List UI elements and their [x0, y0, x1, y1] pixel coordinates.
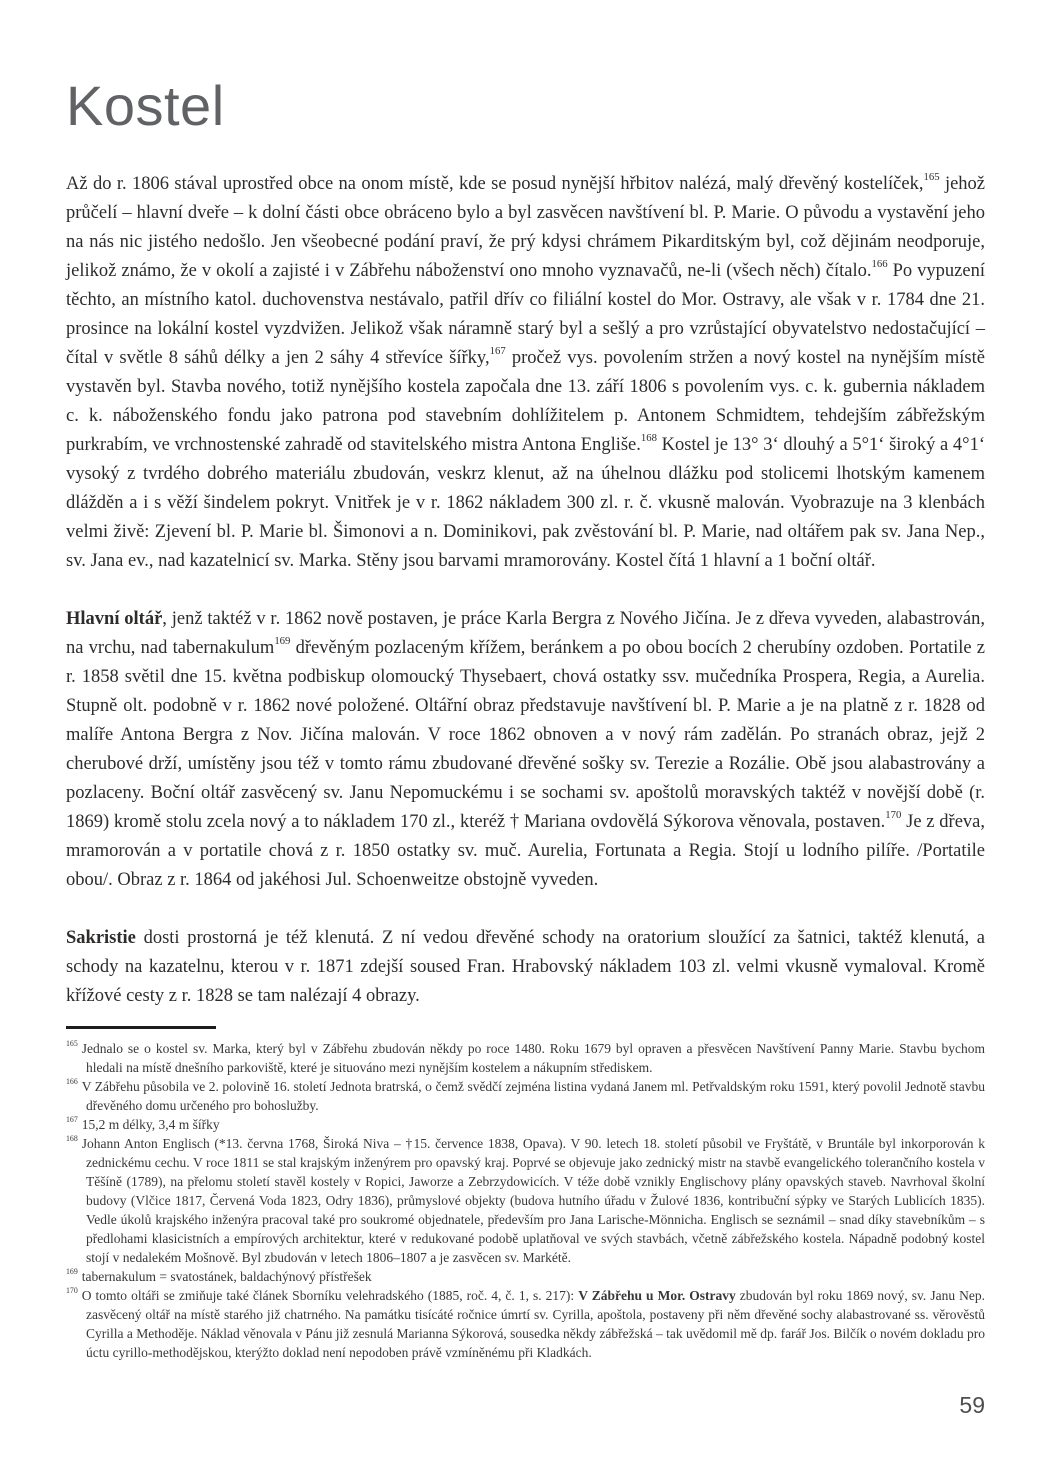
footnote-ref: 169: [274, 635, 291, 648]
bold-text-segment: V Zábřehu u Mor. Ostravy: [578, 1288, 736, 1303]
text-segment: tabernakulum = svatostánek, baldachýnový přístřešek: [81, 1269, 372, 1284]
body-paragraph: [66, 605, 985, 895]
bold-text-segment: Hlavní oltář: [66, 609, 163, 629]
text-segment: Jednalo se o kostel sv. Marka, který byl v Zábřehu zbudován někdy po roce 1480. Roku 1679 byl opraven a přesvěcen Navštívení Panny Marie. Stavbu bychom hledali na místě dnešního parkoviště, které je situováno mezi nynějším kostelem a nákupním střediskem.: [81, 1041, 985, 1075]
footnote: [66, 1115, 985, 1134]
footnote-number: 170: [66, 1286, 78, 1296]
text-segment: 15,2 m délky, 3,4 m šířky: [81, 1117, 220, 1132]
bold-text-segment: Sakristie: [66, 928, 136, 948]
text-segment: V Zábřehu působila ve 2. polovině 16. století Jednota bratrská, o čemž svědčí zejména listina vydaná Janem ml. Petřvaldským roku 1591, který povolil Jednotě stavbu dřevěného domu určeného pro bohoslužby.: [81, 1079, 985, 1113]
text-segment: Až do r. 1806 stával uprostřed obce na onom místě, kde se posud nynější hřbitov nalézá, malý dřevěný kostelíček,: [66, 174, 924, 194]
footnote-ref: 170: [885, 809, 902, 822]
text-segment: O tomto oltáři se zmiňuje také článek Sborníku velehradského (1885, roč. 4, č. 1, s. 217):: [81, 1288, 579, 1303]
body-paragraph: [66, 924, 985, 1011]
text-segment: dřevěným pozlaceným křížem, beránkem a po obou bocích 2 cherubíny ozdoben. Portatile z r. 1858 světil dne 15. května podbiskup olomoucký Thysebaert, chová ostatky ssv. mučedníka Prospera, Regia, a Aurelia. Stupně olt. podobně v r. 1862 nové položené. Oltářní obraz představuje navštívení bl. P. Marie a je na platně z r. 1828 od malíře Antona Bergra z Nov. Jičína malován. V roce 1862 obnoven a v nový rám zadělán. Po stranách obraz, jejž 2 cherubové drží, umístěny jsou též v tomto rámu zbudované dřevěné sošky sv. Terezie a Rozálie. Obě jsou alabastrovány a pozlaceny. Boční oltář zasvěcený sv. Janu Nepomuckému i se sochami sv. apoštolů moravských taktéž v novější době (r. 1869) kromě stolu zcela nový a to nákladem 170 zl., kteréž † Mariana ovdovělá Sýkorova věnovala, postaven.: [66, 638, 985, 832]
footnote-number: 166: [66, 1077, 78, 1087]
page-title: Kostel: [66, 74, 225, 137]
text-segment: jehož průčelí – hlavní dveře – k dolní části obce obráceno bylo a byl zasvěcen navštívení bl. P. Marie. O původu a vystavění jeho na nás nic jistého nedošlo. Jen všeobecné podání praví, že prý kdysi chrámem Pikarditským byl, což dějinám neodporuje, jelikož známo, že v okolí a zajisté i v Zábřehu náboženství ono mnoho vyznavačů, ne-li (všech něch) čítalo.: [66, 174, 986, 281]
footnote-number: 168: [66, 1134, 78, 1144]
text-segment: Po vypuzení těchto, an místního katol. duchovenstva nestávalo, patřil dřív co filiální kostel do Mor. Ostravy, ale však v r. 1784 dne 21. prosince na lokální kostel vyzdvižen. Jelikož však náramně starý byl a sešlý a pro vzrůstající obyvatelstvo nedostačující – čítal v světle 8 sáhů délky a jen 2 sáhy 4 střevíce šířky,: [66, 261, 985, 368]
footnote-number: 169: [66, 1267, 78, 1277]
text-segment: dosti prostorná je též klenutá. Z ní vedou dřevěné schody na oratorium sloužící za šatnici, taktéž klenutá, a schody na kazatelnu, kterou v r. 1871 zdejší soused Fran. Hrabovský nákladem 103 zl. velmi vkusně vymaloval. Kromě křížové cesty z r. 1828 se tam nalézají 4 obrazy.: [66, 928, 985, 1006]
footnote-list: [66, 1039, 985, 1362]
footnote: [66, 1077, 985, 1115]
footnote: [66, 1134, 985, 1267]
page-number: 59: [959, 1392, 985, 1418]
text-segment: Je z dřeva, mramorován a v portatile chová z r. 1850 ostatky sv. muč. Aurelia, Fortunata a Regia. Stojí u lodního pilíře. /Portatile obou/. Obraz z r. 1864 od jakéhosi Jul. Schoenweitze obstojně vyveden.: [66, 812, 985, 890]
body-paragraph: [66, 170, 985, 576]
footnote: [66, 1267, 985, 1286]
footnote: [66, 1286, 985, 1362]
footnotes-section: [66, 1026, 985, 1362]
footnote-ref: 166: [871, 258, 888, 271]
footnote-number: 165: [66, 1039, 78, 1049]
text-segment: pročež vys. povolením stržen a nový kostel na nynějším místě vystavěn byl. Stavba nového, totiž nynějšího kostela započala dne 13. září 1806 s povolením vys. c. k. gubernia nákladem c. k. náboženského fondu jako patrona pod stavebním dohlížitelem p. Antonem Schmidtem, tehdejším zábřežským purkrabím, ve vrchnostenské zahradě od stavitelského mistra Antona Engliše.: [66, 348, 985, 455]
text-segment: Kostel je 13° 3‘ dlouhý a 5°1‘ široký a 4°1‘ vysoký z tvrdého dobrého materiálu zbudován, veskrz klenut, až na úhelnou dlážku pod stolicemi lhotským kamenem dlážděn a i s věží šindelem pokryt. Vnitřek je v r. 1862 nákladem 300 zl. r. č. vkusně malován. Vyobrazuje na 3 klenbách velmi živě: Zjevení bl. P. Marie bl. Šimonovi a n. Dominikovi, pak zvěstování bl. P. Marie, nad oltářem pak sv. Jana Nep., sv. Jana ev., nad kazatelnicí sv. Marka. Stěny jsou barvami mramorovány. Kostel čítá 1 hlavní a 1 boční oltář.: [66, 435, 985, 571]
footnote-number: 167: [66, 1115, 78, 1125]
text-segment: zbudován byl roku 1869 nový, sv. Janu Nep. zasvěcený oltář na místě starého již chatrného. Na památku tisícáté ročnice úmrtí sv. Cyrilla, apoštola, postaveny při něm dřevěné sochy alabastrované ss. věrověstů Cyrilla a Methoděje. Náklad věnovala v Pánu již zesnulá Marianna Sýkorová, sousedka někdy zábřežská – tak uvědomil mě dp. farář Jos. Bilčík o novém dokladu pro úctu cyrillo-methodějskou, kterýžto doklad není nepodoben právě vzmíněnému při Kladkách.: [86, 1288, 985, 1360]
text-segment: Johann Anton Englisch (*13. června 1768, Široká Niva – †15. července 1838, Opava). V 90. letech 18. století působil ve Fryštátě, v Bruntále byl inkorporován k zednickému cechu. V roce 1811 se stal krajským inženýrem pro opavský kraj. Poprvé se objevuje jako zednický mistr na stavbě evangelického tolerančního kostela v Těšíně (1789), na přelomu století stavěl kostely v Ropici, Jaworze a Zebrzydowicích. V téže době vznikly Englischovy plány opavských staveb. Navrhoval školní budovy (Vlčice 1817, Červená Voda 1823, Odry 1836), průmyslové objekty (budova hutního úřadu v Žulové 1836, kontribuční sýpky ve Starých Lublicích 1835). Vedle úkolů krajského inženýra pracoval také pro soukromé objednatele, především pro Jana Larische-Mönnicha. Englisch se seznámil – snad díky stavebníkům – s předlohami klasicistních a empírových architektur, které v redukované podobě uplatňoval ve svých stavbách, včetně zábřežského kostela. Nápadně podobný kostel stojí v nedalekém Mošnově. Byl zbudován v letech 1806–1807 a je zasvěcen sv. Markétě.: [81, 1136, 985, 1265]
footnote: [66, 1039, 985, 1077]
body-text: [66, 170, 985, 1011]
footnote-ref: 165: [923, 171, 940, 184]
footnote-separator: [66, 1026, 216, 1029]
footnote-ref: 168: [640, 432, 657, 445]
footnote-ref: 167: [489, 345, 506, 358]
text-segment: , jenž taktéž v r. 1862 nově postaven, je práce Karla Bergra z Nového Jičína. Je z dřeva vyveden, alabastrován, na vrchu, nad tabernakulum: [66, 609, 985, 658]
